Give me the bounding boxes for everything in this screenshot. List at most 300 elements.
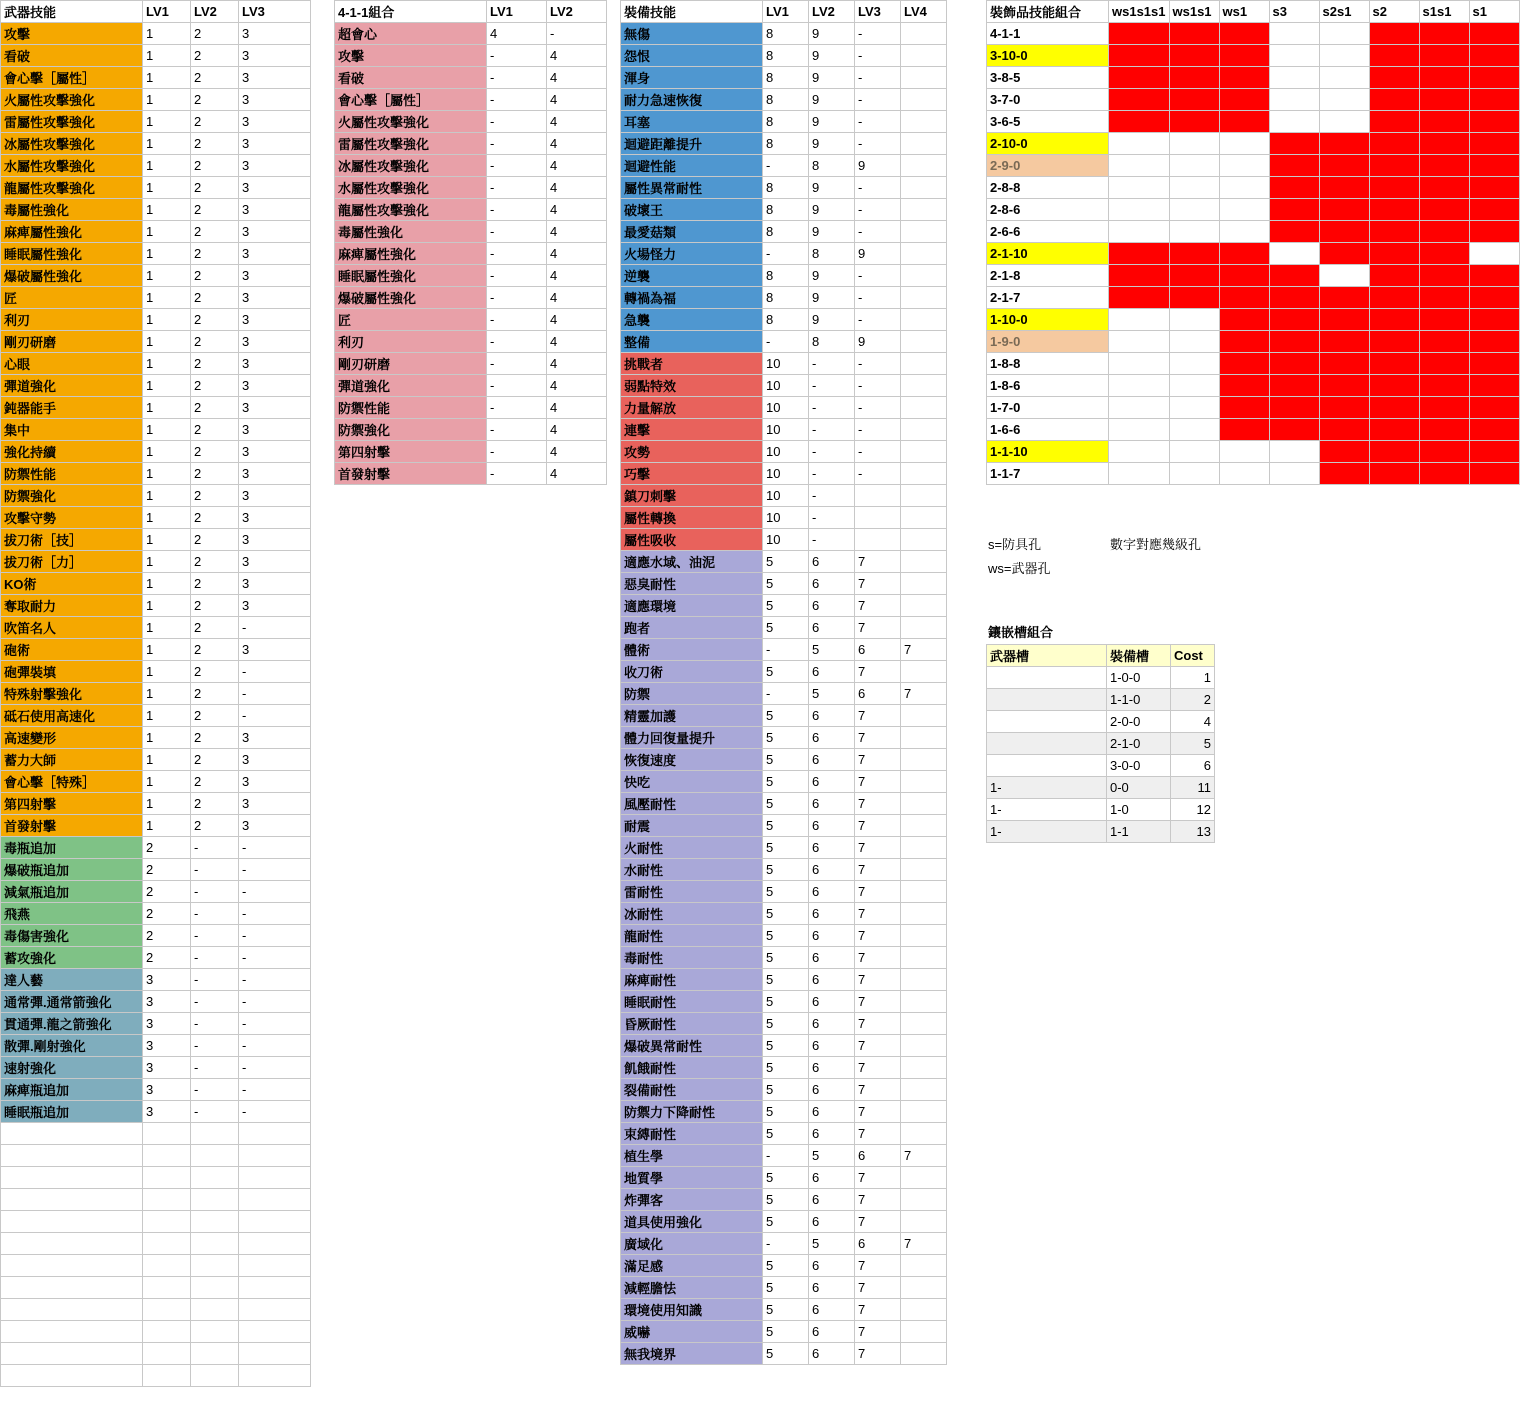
weapon-skill-lv3: 3 <box>239 155 311 177</box>
col-deco-ws1s1: ws1s1 <box>1169 1 1219 23</box>
combo-lv1: - <box>487 155 547 177</box>
weapon-skill-name: 火屬性攻擊強化 <box>1 89 143 111</box>
weapon-skill-lv2: - <box>191 903 239 925</box>
equip-lv2: 6 <box>809 551 855 573</box>
equip-skill-name: 束縛耐性 <box>621 1123 763 1145</box>
weapon-skill-lv3: 3 <box>239 441 311 463</box>
deco-cell <box>1269 375 1319 397</box>
deco-cell <box>1369 177 1419 199</box>
weapon-skill-name: 利刃 <box>1 309 143 331</box>
weapon-skill-lv2: 2 <box>191 485 239 507</box>
weapon-skill-lv2: 2 <box>191 463 239 485</box>
table-row <box>621 441 947 463</box>
deco-cell <box>1169 287 1219 309</box>
equip-lv3 <box>855 507 901 529</box>
deco-cell <box>1469 155 1519 177</box>
table-row <box>1 859 311 881</box>
combo-lv2: 4 <box>547 309 607 331</box>
equip-skill-name: 地質學 <box>621 1167 763 1189</box>
combo-lv1: - <box>487 419 547 441</box>
equip-lv4 <box>901 133 947 155</box>
equip-lv2: 6 <box>809 1321 855 1343</box>
weapon-skill-name: 鈍器能手 <box>1 397 143 419</box>
equip-lv4 <box>901 1123 947 1145</box>
equip-skill-name: 屬性吸收 <box>621 529 763 551</box>
equip-lv4 <box>901 969 947 991</box>
weapon-skill-lv3: 3 <box>239 353 311 375</box>
deco-cell <box>1469 419 1519 441</box>
weapon-skill-name: 看破 <box>1 45 143 67</box>
table-row-empty <box>1 1321 311 1343</box>
deco-combo-label: 1-1-7 <box>987 463 1109 485</box>
table-header-row <box>335 1 607 23</box>
combo-lv2: 4 <box>547 155 607 177</box>
table-row <box>621 375 947 397</box>
table-row-empty <box>1 1255 311 1277</box>
equip-lv3: - <box>855 221 901 243</box>
table-row <box>1 221 311 243</box>
weapon-skill-lv3: 3 <box>239 199 311 221</box>
deco-cell <box>1219 111 1269 133</box>
weapon-skill-lv3: - <box>239 1101 311 1123</box>
equip-lv2: - <box>809 397 855 419</box>
equip-lv1: 5 <box>763 1321 809 1343</box>
weapon-skill-lv2: 2 <box>191 331 239 353</box>
equip-skill-name: 急襲 <box>621 309 763 331</box>
deco-cell <box>1269 23 1319 45</box>
weapon-skill-lv3: 3 <box>239 463 311 485</box>
deco-cell <box>1169 419 1219 441</box>
table-row <box>621 397 947 419</box>
deco-cell <box>1419 463 1469 485</box>
equip-lv3: 7 <box>855 859 901 881</box>
equip-lv1: 5 <box>763 617 809 639</box>
table-row <box>621 639 947 661</box>
col-equip-slot: 裝備槽 <box>1107 645 1171 667</box>
deco-combo-label: 1-8-8 <box>987 353 1109 375</box>
equip-lv1: 5 <box>763 1167 809 1189</box>
weapon-skill-lv2: 2 <box>191 749 239 771</box>
table-row <box>335 353 607 375</box>
weapon-skill-lv1: 1 <box>143 133 191 155</box>
equip-skill-name: 火耐性 <box>621 837 763 859</box>
table-row <box>987 111 1520 133</box>
deco-cell <box>1319 67 1369 89</box>
weapon-skill-lv2: 2 <box>191 221 239 243</box>
equip-lv4 <box>901 199 947 221</box>
weapon-skill-name: 集中 <box>1 419 143 441</box>
equip-lv2: 6 <box>809 815 855 837</box>
combo-lv1: - <box>487 89 547 111</box>
equip-lv1: 5 <box>763 1013 809 1035</box>
deco-cell <box>1219 155 1269 177</box>
deco-cell <box>1319 441 1369 463</box>
weapon-skill-lv3: 3 <box>239 595 311 617</box>
equip-lv3: 6 <box>855 639 901 661</box>
equip-skill-name: 環境使用知識 <box>621 1299 763 1321</box>
weapon-skill-name: 毒屬性強化 <box>1 199 143 221</box>
deco-cell <box>1269 199 1319 221</box>
deco-cell <box>1419 45 1469 67</box>
deco-cell <box>1219 397 1269 419</box>
deco-cell <box>1319 221 1369 243</box>
deco-cell <box>1169 375 1219 397</box>
weapon-skill-lv1: 1 <box>143 815 191 837</box>
equip-lv2: 5 <box>809 639 855 661</box>
table-row <box>621 243 947 265</box>
weapon-skill-lv1: 1 <box>143 507 191 529</box>
deco-cell <box>1319 309 1369 331</box>
equip-lv1: 5 <box>763 1189 809 1211</box>
col-combo-lv2: LV2 <box>547 1 607 23</box>
slot-combo-cost: 1 <box>1171 667 1215 689</box>
weapon-skill-name: 首發射擊 <box>1 815 143 837</box>
empty-cell <box>143 1321 191 1343</box>
table-row <box>987 265 1520 287</box>
equip-lv2: 9 <box>809 45 855 67</box>
equip-lv4 <box>901 331 947 353</box>
weapon-skill-lv3: 3 <box>239 573 311 595</box>
equip-lv3: - <box>855 353 901 375</box>
weapon-skill-lv2: - <box>191 1101 239 1123</box>
empty-cell <box>1 1365 143 1387</box>
equip-lv3: 6 <box>855 683 901 705</box>
weapon-skill-lv3: - <box>239 925 311 947</box>
weapon-skill-lv3: 3 <box>239 221 311 243</box>
weapon-skill-lv1: 1 <box>143 67 191 89</box>
table-row <box>1 683 311 705</box>
combo-lv2: 4 <box>547 287 607 309</box>
equip-lv4 <box>901 177 947 199</box>
table-row <box>1 1101 311 1123</box>
empty-cell <box>1 1343 143 1365</box>
empty-cell <box>191 1277 239 1299</box>
equip-lv3: - <box>855 177 901 199</box>
weapon-skill-lv1: 2 <box>143 881 191 903</box>
equip-lv2: 6 <box>809 991 855 1013</box>
table-row <box>335 463 607 485</box>
weapon-skill-lv1: 1 <box>143 89 191 111</box>
empty-cell <box>1 1299 143 1321</box>
deco-combo-label: 2-10-0 <box>987 133 1109 155</box>
deco-cell <box>1109 243 1170 265</box>
equip-skill-name: 無傷 <box>621 23 763 45</box>
weapon-skill-lv3: 3 <box>239 507 311 529</box>
equip-lv2: 6 <box>809 1277 855 1299</box>
slot-combo-cost: 6 <box>1171 755 1215 777</box>
deco-cell <box>1319 331 1369 353</box>
deco-cell <box>1219 177 1269 199</box>
deco-cell <box>1219 375 1269 397</box>
table-row <box>335 243 607 265</box>
weapon-skill-lv2: 2 <box>191 529 239 551</box>
slot-combo-weapon <box>987 667 1107 689</box>
equip-lv3: 7 <box>855 1079 901 1101</box>
equip-lv3: 7 <box>855 617 901 639</box>
empty-cell <box>191 1365 239 1387</box>
equip-lv4 <box>901 771 947 793</box>
deco-cell <box>1469 375 1519 397</box>
combo-lv1: - <box>487 243 547 265</box>
deco-cell <box>1169 309 1219 331</box>
deco-cell <box>1109 111 1170 133</box>
equip-lv2: 8 <box>809 331 855 353</box>
weapon-skill-lv2: 2 <box>191 375 239 397</box>
deco-cell <box>1109 331 1170 353</box>
equip-skill-name: 適應環境 <box>621 595 763 617</box>
equip-lv1: 5 <box>763 1299 809 1321</box>
deco-cell <box>1419 155 1469 177</box>
col-deco-s2: s2 <box>1369 1 1419 23</box>
deco-combo-label: 3-8-5 <box>987 67 1109 89</box>
weapon-skill-lv1: 3 <box>143 991 191 1013</box>
weapon-skill-lv1: 1 <box>143 111 191 133</box>
slot-combo-grid <box>986 644 1215 843</box>
equip-lv4 <box>901 529 947 551</box>
equip-lv1: 8 <box>763 45 809 67</box>
deco-cell <box>1469 287 1519 309</box>
table-row <box>621 595 947 617</box>
deco-cell <box>1219 199 1269 221</box>
empty-cell <box>1 1277 143 1299</box>
combo-skill-name: 看破 <box>335 67 487 89</box>
table-row <box>1 463 311 485</box>
weapon-skill-lv2: - <box>191 837 239 859</box>
combo-lv1: - <box>487 265 547 287</box>
slot-combo-equip: 2-0-0 <box>1107 711 1171 733</box>
deco-cell <box>1269 353 1319 375</box>
slot-combo-weapon <box>987 733 1107 755</box>
deco-cell <box>1169 45 1219 67</box>
weapon-skill-lv1: 1 <box>143 485 191 507</box>
slot-combo-cost: 13 <box>1171 821 1215 843</box>
weapon-skill-lv3: 3 <box>239 551 311 573</box>
equip-lv1: 5 <box>763 1035 809 1057</box>
deco-cell <box>1169 331 1219 353</box>
empty-cell <box>239 1211 311 1233</box>
equip-lv4 <box>901 485 947 507</box>
weapon-skill-lv3: 3 <box>239 529 311 551</box>
equip-lv4 <box>901 551 947 573</box>
deco-cell <box>1169 67 1219 89</box>
table-row <box>987 441 1520 463</box>
combo-lv2: 4 <box>547 397 607 419</box>
empty-cell <box>239 1299 311 1321</box>
table-row <box>621 67 947 89</box>
equip-lv3: 7 <box>855 1277 901 1299</box>
table-row <box>621 551 947 573</box>
combo-skill-name: 睡眠屬性強化 <box>335 265 487 287</box>
weapon-skill-lv1: 1 <box>143 199 191 221</box>
equip-skill-name: 屬性異常耐性 <box>621 177 763 199</box>
equip-skill-name: 水耐性 <box>621 859 763 881</box>
empty-cell <box>143 1365 191 1387</box>
table-row <box>621 1123 947 1145</box>
equip-lv3: 9 <box>855 243 901 265</box>
slot-combo-weapon: 1- <box>987 821 1107 843</box>
weapon-skill-lv2: 2 <box>191 287 239 309</box>
combo-lv1: - <box>487 353 547 375</box>
equip-skill-name: 惡臭耐性 <box>621 573 763 595</box>
weapon-skill-lv2: 2 <box>191 617 239 639</box>
table-row <box>621 1013 947 1035</box>
weapon-skill-lv3: - <box>239 661 311 683</box>
deco-cell <box>1319 45 1369 67</box>
weapon-skill-name: 砲術 <box>1 639 143 661</box>
deco-cell <box>1369 133 1419 155</box>
equip-lv1: 8 <box>763 265 809 287</box>
weapon-skills-grid <box>0 0 311 1387</box>
slot-combo-equip: 1-0 <box>1107 799 1171 821</box>
empty-cell <box>143 1189 191 1211</box>
equip-lv2: 6 <box>809 947 855 969</box>
table-row <box>621 1299 947 1321</box>
weapon-skill-lv3: 3 <box>239 133 311 155</box>
table-row <box>1 661 311 683</box>
weapon-skill-name: 高速變形 <box>1 727 143 749</box>
weapon-skill-name: 達人藝 <box>1 969 143 991</box>
empty-cell <box>143 1277 191 1299</box>
combo-skill-name: 利刃 <box>335 331 487 353</box>
equip-lv3: 7 <box>855 595 901 617</box>
slot-combo-cost: 5 <box>1171 733 1215 755</box>
empty-cell <box>143 1233 191 1255</box>
deco-cell <box>1369 397 1419 419</box>
deco-cell <box>1319 111 1369 133</box>
equip-lv4 <box>901 727 947 749</box>
deco-cell <box>1419 441 1469 463</box>
deco-combo-label: 4-1-1 <box>987 23 1109 45</box>
weapon-skill-lv3: 3 <box>239 331 311 353</box>
table-row <box>621 903 947 925</box>
combo-skill-name: 會心擊［屬性］ <box>335 89 487 111</box>
deco-cell <box>1419 23 1469 45</box>
equip-lv1: 10 <box>763 419 809 441</box>
equip-skill-name: 迴避距離提升 <box>621 133 763 155</box>
table-row <box>1 793 311 815</box>
deco-cell <box>1369 419 1419 441</box>
deco-cell <box>1109 287 1170 309</box>
equip-lv1: 8 <box>763 221 809 243</box>
col-deco-s1: s1 <box>1469 1 1519 23</box>
weapon-skill-lv3: - <box>239 837 311 859</box>
table-row <box>335 441 607 463</box>
col-deco-s3: s3 <box>1269 1 1319 23</box>
equip-lv1: 10 <box>763 507 809 529</box>
equip-lv3: 7 <box>855 1057 901 1079</box>
deco-cell <box>1469 441 1519 463</box>
slot-combo-equip: 3-0-0 <box>1107 755 1171 777</box>
table-row <box>1 397 311 419</box>
equip-lv3: - <box>855 441 901 463</box>
empty-cell <box>191 1123 239 1145</box>
empty-cell <box>239 1233 311 1255</box>
deco-cell <box>1109 375 1170 397</box>
table-row <box>335 331 607 353</box>
deco-combo-label: 1-10-0 <box>987 309 1109 331</box>
table-row-empty <box>1 1343 311 1365</box>
deco-cell <box>1109 177 1170 199</box>
equip-skill-name: 冰耐性 <box>621 903 763 925</box>
combo-lv2: 4 <box>547 419 607 441</box>
equip-lv3: 7 <box>855 815 901 837</box>
weapon-skill-lv1: 2 <box>143 947 191 969</box>
table-row <box>621 1211 947 1233</box>
weapon-skill-lv2: 2 <box>191 683 239 705</box>
slot-combo-weapon <box>987 755 1107 777</box>
equip-lv4 <box>901 45 947 67</box>
table-row <box>621 925 947 947</box>
deco-cell <box>1369 441 1419 463</box>
deco-cell <box>1319 353 1369 375</box>
combo-lv1: - <box>487 45 547 67</box>
deco-cell <box>1469 23 1519 45</box>
equip-lv1: 5 <box>763 595 809 617</box>
equip-lv3: 6 <box>855 1145 901 1167</box>
equip-skill-name: 破壞王 <box>621 199 763 221</box>
table-row-empty <box>1 1211 311 1233</box>
deco-cell <box>1319 243 1369 265</box>
deco-cell <box>1169 441 1219 463</box>
combo-lv2: 4 <box>547 111 607 133</box>
empty-cell <box>1 1145 143 1167</box>
equip-lv4 <box>901 1057 947 1079</box>
equip-skill-name: 耐力急速恢復 <box>621 89 763 111</box>
weapon-skill-lv3: - <box>239 617 311 639</box>
equip-skill-name: 收刀術 <box>621 661 763 683</box>
table-row <box>987 353 1520 375</box>
weapon-skill-name: 會心擊［屬性］ <box>1 67 143 89</box>
deco-cell <box>1469 331 1519 353</box>
deco-cell <box>1369 243 1419 265</box>
weapon-skill-lv1: 3 <box>143 1013 191 1035</box>
table-row <box>621 771 947 793</box>
table-row <box>1 155 311 177</box>
equip-lv3 <box>855 529 901 551</box>
combo-skill-name: 火屬性攻擊強化 <box>335 111 487 133</box>
table-row <box>987 777 1215 799</box>
equip-lv1: 8 <box>763 177 809 199</box>
equip-lv2: 9 <box>809 287 855 309</box>
equip-lv2: 6 <box>809 727 855 749</box>
combo-lv2: 4 <box>547 67 607 89</box>
equip-lv2: 6 <box>809 969 855 991</box>
table-row <box>335 155 607 177</box>
table-row <box>987 375 1520 397</box>
weapon-skill-lv1: 1 <box>143 463 191 485</box>
equip-lv3: 7 <box>855 551 901 573</box>
weapon-skill-lv2: 2 <box>191 265 239 287</box>
deco-cell <box>1469 199 1519 221</box>
equip-lv3: 7 <box>855 925 901 947</box>
weapon-skill-lv2: - <box>191 991 239 1013</box>
col-weapon-skill-name: 武器技能 <box>1 1 143 23</box>
equip-lv1: 5 <box>763 1211 809 1233</box>
empty-cell <box>239 1277 311 1299</box>
equip-skill-name: 跑者 <box>621 617 763 639</box>
equip-lv2: 6 <box>809 1167 855 1189</box>
table-row <box>621 221 947 243</box>
equip-lv2: 5 <box>809 683 855 705</box>
weapon-skill-lv3: - <box>239 991 311 1013</box>
weapon-skill-lv3: 3 <box>239 111 311 133</box>
table-row <box>335 111 607 133</box>
slot-combo-table <box>986 620 1215 843</box>
equip-skill-name: 火場怪力 <box>621 243 763 265</box>
deco-combo-label: 2-1-10 <box>987 243 1109 265</box>
table-row <box>621 793 947 815</box>
weapon-skill-lv3: - <box>239 1079 311 1101</box>
